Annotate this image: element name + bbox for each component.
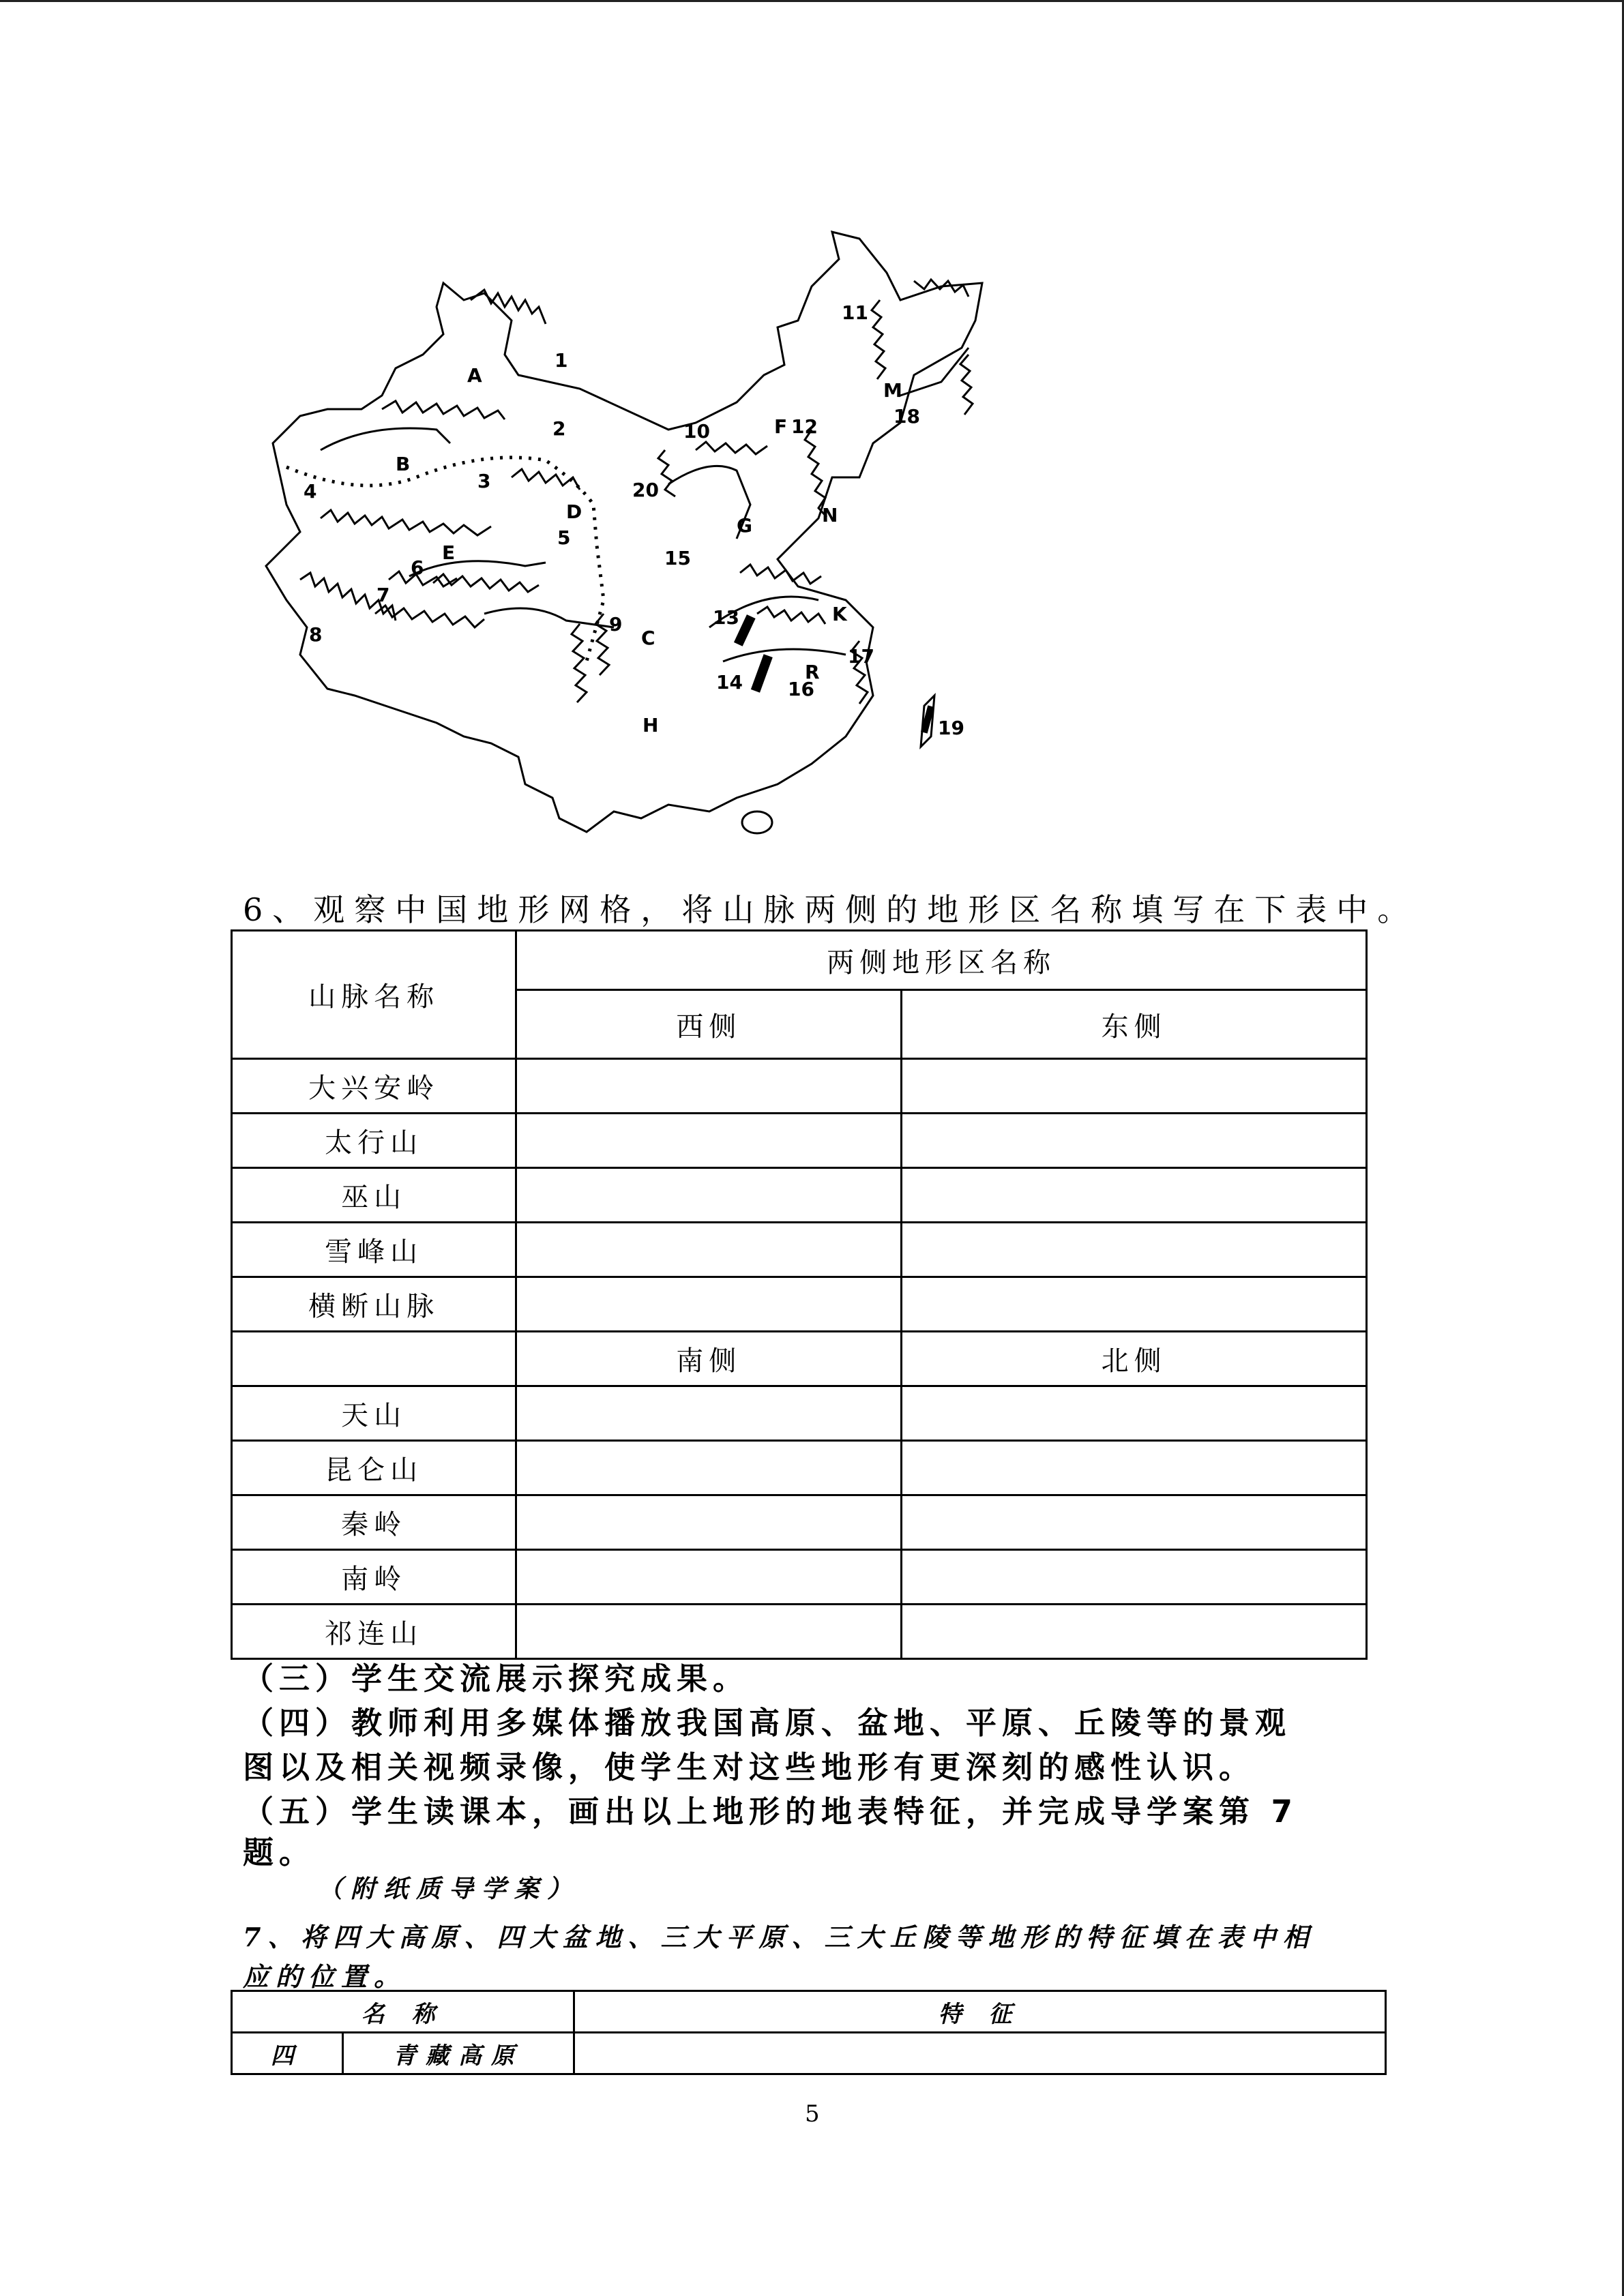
answer-cell[interactable] <box>902 1386 1367 1441</box>
header-feature: 特 征 <box>574 1991 1386 2033</box>
header-east: 东侧 <box>902 990 1367 1059</box>
attachment-note: （附纸质导学案） <box>318 1875 580 1903</box>
map-label: 4 <box>304 480 317 503</box>
map-label: D <box>566 501 582 523</box>
answer-cell[interactable] <box>902 1605 1367 1659</box>
answer-cell[interactable] <box>516 1605 902 1659</box>
mountain-name: 天山 <box>232 1386 516 1441</box>
mountain-name: 巫山 <box>232 1168 516 1223</box>
page-top-border <box>0 0 1624 2</box>
map-label: 10 <box>683 420 710 443</box>
map-label: 17 <box>848 645 874 668</box>
question-6: 6、观察中国地形网格，将山脉两侧的地形区名称填写在下表中。 <box>243 891 1419 928</box>
answer-cell[interactable] <box>902 1223 1367 1277</box>
answer-cell[interactable] <box>516 1441 902 1495</box>
map-label: A <box>467 364 482 387</box>
map-label: 9 <box>609 613 623 636</box>
paragraph-4-line1: （四）教师利用多媒体播放我国高原、盆地、平原、丘陵等的景观 <box>243 1705 1292 1741</box>
map-label: E <box>442 541 456 564</box>
answer-cell[interactable] <box>516 1495 902 1550</box>
header-north: 北侧 <box>902 1332 1367 1386</box>
map-label: R <box>805 661 820 683</box>
mountain-name: 祁连山 <box>232 1605 516 1659</box>
mountain-name: 大兴安岭 <box>232 1059 516 1114</box>
paragraph-5-line2: 题。 <box>243 1834 316 1870</box>
answer-cell[interactable] <box>902 1114 1367 1168</box>
question-7-line1: 7、将四大高原、四大盆地、三大平原、三大丘陵等地形的特征填在表中相 <box>243 1922 1316 1952</box>
mountain-name: 昆仑山 <box>232 1441 516 1495</box>
terrain-features-table <box>231 1990 1387 2075</box>
map-label: 20 <box>632 479 659 501</box>
answer-cell[interactable] <box>516 1277 902 1332</box>
map-label: 12 <box>791 415 818 438</box>
map-label: 3 <box>477 470 491 492</box>
answer-cell[interactable] <box>516 1168 902 1223</box>
map-label: C <box>641 627 655 649</box>
map-label: 6 <box>411 556 424 579</box>
map-dark-ranges <box>734 614 934 734</box>
map-label: 19 <box>938 717 964 739</box>
answer-cell[interactable] <box>902 1495 1367 1550</box>
map-outline <box>266 232 982 833</box>
map-label: 1 <box>555 349 568 372</box>
map-label: 7 <box>377 584 390 606</box>
map-label: 15 <box>664 547 691 569</box>
map-label: H <box>643 714 659 736</box>
map-label: 2 <box>552 417 566 440</box>
mountain-name: 横断山脉 <box>232 1277 516 1332</box>
map-label: K <box>832 603 847 625</box>
map-label: 16 <box>788 678 814 700</box>
map-label: N <box>822 504 838 526</box>
map-label: 5 <box>557 526 571 549</box>
page-number: 5 <box>805 2100 820 2128</box>
answer-cell[interactable] <box>516 1223 902 1277</box>
map-label: G <box>737 514 752 537</box>
map-label: 11 <box>842 301 868 324</box>
mountain-sides-table <box>231 929 1368 1660</box>
header-mountain-name: 山脉名称 <box>232 931 516 1059</box>
answer-cell[interactable] <box>902 1441 1367 1495</box>
answer-cell[interactable] <box>574 2033 1386 2074</box>
answer-cell[interactable] <box>902 1550 1367 1605</box>
paragraph-3: （三）学生交流展示探究成果。 <box>243 1660 750 1697</box>
terrain-name: 青藏高原 <box>342 2033 574 2074</box>
map-label: B <box>396 453 411 475</box>
map-label: M <box>883 379 902 402</box>
answer-cell[interactable] <box>516 1550 902 1605</box>
china-terrain-map <box>259 218 1037 846</box>
mountain-name: 秦岭 <box>232 1495 516 1550</box>
answer-cell[interactable] <box>516 1059 902 1114</box>
map-label: F <box>774 415 788 438</box>
mountain-name: 南岭 <box>232 1550 516 1605</box>
map-label: 18 <box>894 405 920 428</box>
paragraph-4-line2: 图以及相关视频录像，使学生对这些地形有更深刻的感性认识。 <box>243 1749 1256 1785</box>
empty-cell <box>232 1332 516 1386</box>
mountain-name: 雪峰山 <box>232 1223 516 1277</box>
map-label: 8 <box>309 623 323 646</box>
group-label: 四 <box>232 2033 343 2074</box>
answer-cell[interactable] <box>902 1059 1367 1114</box>
mountain-name: 太行山 <box>232 1114 516 1168</box>
header-west: 西侧 <box>516 990 902 1059</box>
map-label: 14 <box>716 671 743 694</box>
header-south: 南侧 <box>516 1332 902 1386</box>
answer-cell[interactable] <box>902 1277 1367 1332</box>
answer-cell[interactable] <box>516 1386 902 1441</box>
answer-cell[interactable] <box>902 1168 1367 1223</box>
map-label: 13 <box>713 606 739 629</box>
header-both-sides: 两侧地形区名称 <box>516 931 1367 990</box>
question-7-line2: 应的位置。 <box>243 1961 407 1992</box>
answer-cell[interactable] <box>516 1114 902 1168</box>
header-name: 名 称 <box>232 1991 574 2033</box>
paragraph-5-line1: （五）学生读课本，画出以上地形的地表特征，并完成导学案第 7 <box>243 1793 1298 1830</box>
